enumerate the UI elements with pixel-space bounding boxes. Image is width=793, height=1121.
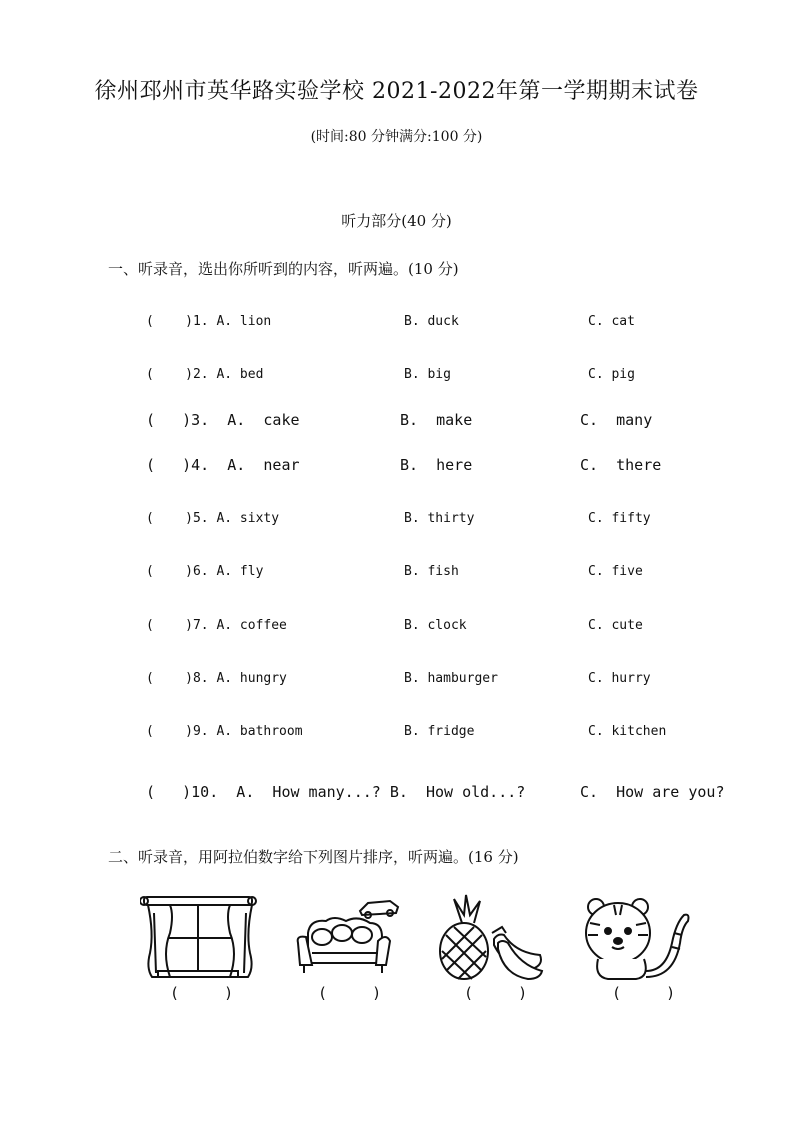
question-number-option-a: ( )1. A. lion [146, 314, 272, 329]
option-c: C. pig [588, 367, 635, 382]
question-number-option-a: ( )2. A. bed [146, 367, 264, 382]
option-b: B. clock [404, 618, 467, 633]
question-row [0, 724, 793, 746]
option-c: C. five [588, 564, 643, 579]
picture-3-answer-blank[interactable]: ( ) [464, 984, 528, 1002]
question-number-option-a: ( )8. A. hungry [146, 671, 287, 686]
question-number-option-a: ( )5. A. sixty [146, 511, 280, 526]
sofa-car-icon [290, 893, 410, 983]
picture-4-answer-blank[interactable]: ( ) [612, 984, 676, 1002]
option-b: B. make [400, 411, 473, 429]
page-title: 徐州邳州市英华路实验学校 2021-2022年第一学期期末试卷 [94, 79, 699, 104]
option-b: B. fridge [404, 724, 475, 739]
question-row [0, 456, 793, 478]
question-number-option-a: ( )9. A. bathroom [146, 724, 303, 739]
listening-section-heading: 听力部分(40 分) [341, 212, 452, 230]
question-row [0, 618, 793, 640]
option-c: C. How are you? [580, 783, 725, 801]
option-b: B. fish [404, 564, 459, 579]
option-b: B. hamburger [404, 671, 498, 686]
question-number-option-a: ( )10. A. How many...? B. How old...? [146, 783, 526, 801]
question-row [0, 783, 793, 805]
question-row [0, 367, 793, 389]
tiger-icon [580, 893, 700, 983]
question-number-option-a: ( )3. A. cake [146, 411, 300, 429]
option-c: C. cute [588, 618, 643, 633]
pineapple-banana-icon [432, 893, 552, 983]
option-b: B. big [404, 367, 451, 382]
part1-title: 一、听录音，选出你所听到的内容，听两遍。(10 分) [108, 260, 459, 278]
option-c: C. there [580, 456, 662, 474]
option-b: B. duck [404, 314, 459, 329]
question-number-option-a: ( )6. A. fly [146, 564, 264, 579]
option-c: C. kitchen [588, 724, 667, 739]
question-number-option-a: ( )7. A. coffee [146, 618, 287, 633]
question-number-option-a: ( )4. A. near [146, 456, 300, 474]
part2-title: 二、听录音，用阿拉伯数字给下列图片排序，听两遍。(16 分) [108, 848, 519, 866]
question-row [0, 511, 793, 533]
option-b: B. thirty [404, 511, 475, 526]
question-row [0, 564, 793, 586]
window-curtain-icon [140, 893, 260, 983]
option-c: C. hurry [588, 671, 651, 686]
picture-1-answer-blank[interactable]: ( ) [170, 984, 234, 1002]
question-row [0, 411, 793, 433]
exam-time-info: (时间:80 分钟满分:100 分) [310, 129, 483, 145]
option-b: B. here [400, 456, 473, 474]
option-c: C. fifty [588, 511, 651, 526]
option-c: C. many [580, 411, 653, 429]
question-row [0, 671, 793, 693]
option-c: C. cat [588, 314, 635, 329]
picture-2-answer-blank[interactable]: ( ) [318, 984, 382, 1002]
question-row [0, 314, 793, 336]
